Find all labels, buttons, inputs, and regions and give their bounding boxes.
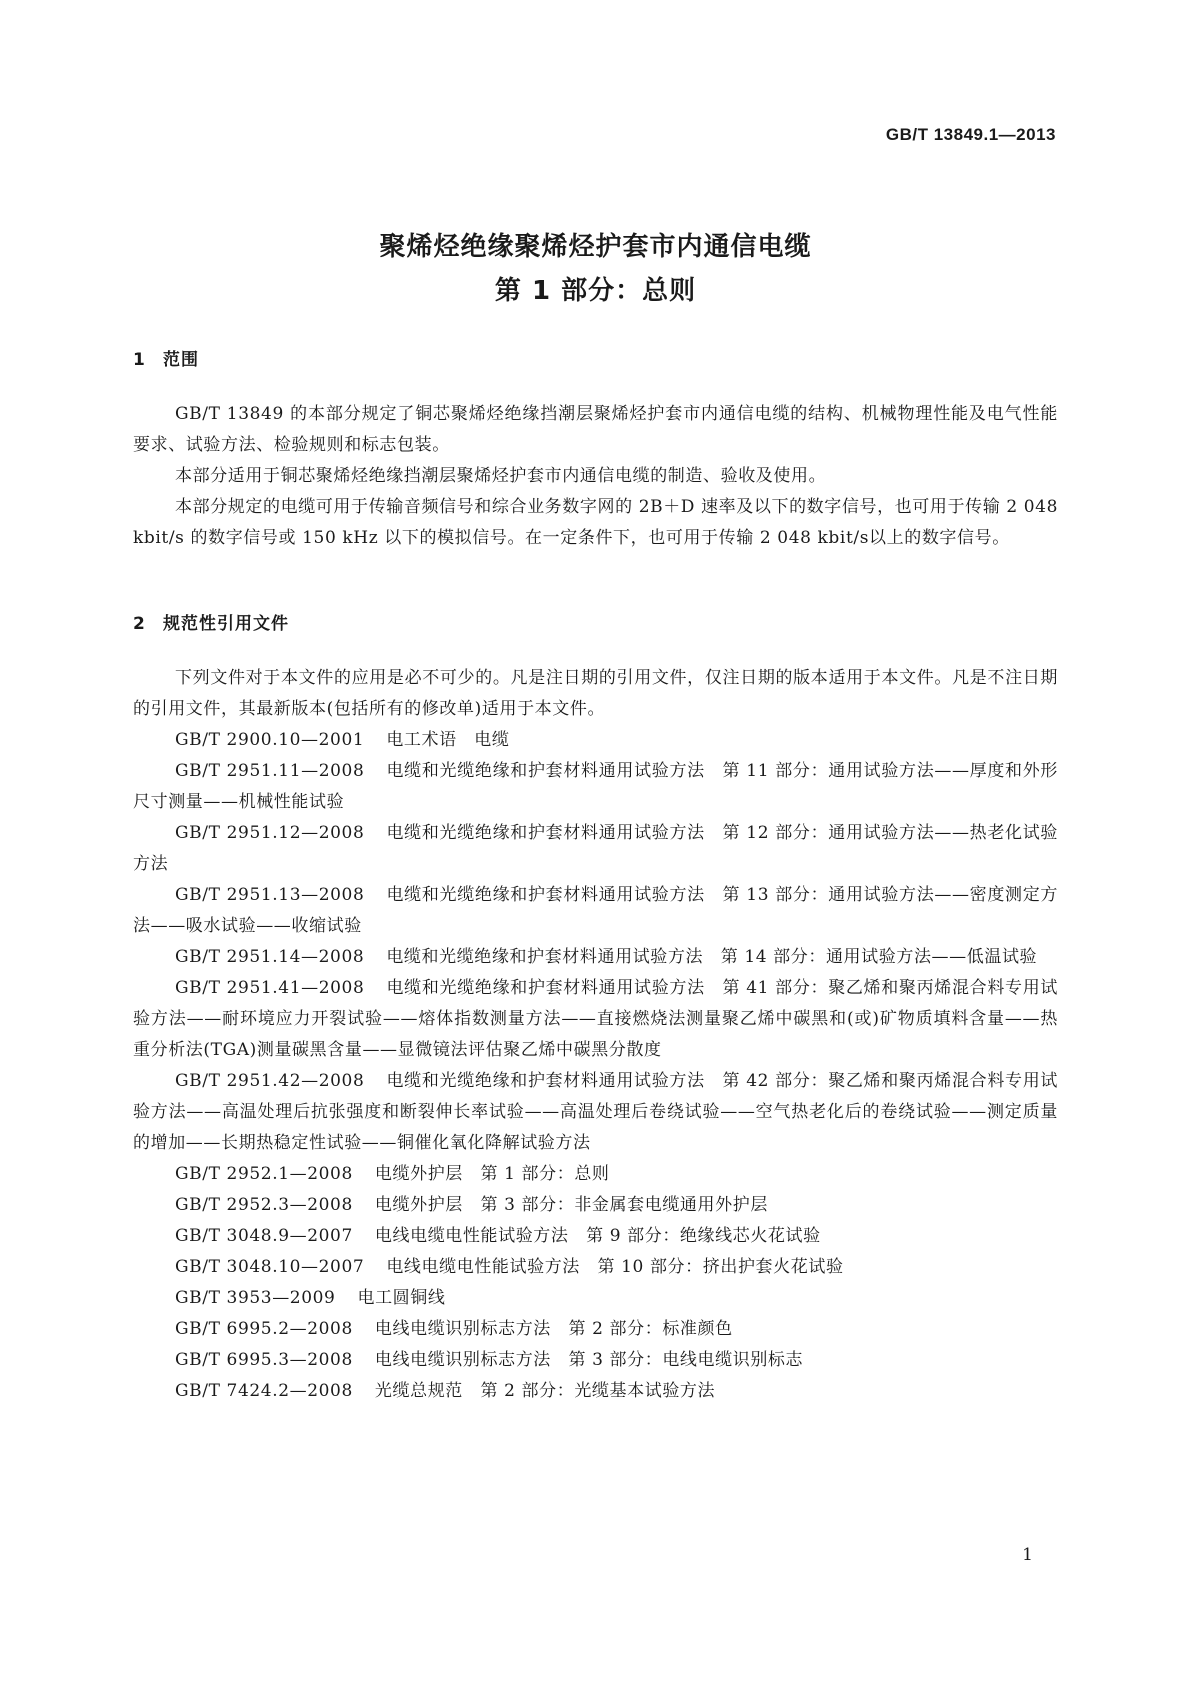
section-1-heading — [133, 345, 199, 370]
section-1-body — [133, 399, 1058, 554]
page-number: 1 — [1022, 1545, 1033, 1565]
reference-title: 电工术语 电缆 — [386, 730, 510, 750]
reference-item — [133, 942, 1058, 973]
title-line-1: 聚烯烃绝缘聚烯烃护套市内通信电缆 — [379, 232, 812, 262]
section-2-title: 规范性引用文件 — [163, 614, 289, 634]
reference-code: GB/T 3048.10—2007 — [175, 1257, 365, 1277]
reference-code: GB/T 3953—2009 — [175, 1288, 336, 1308]
reference-title: 电线电缆电性能试验方法 第 9 部分：绝缘线芯火花试验 — [374, 1226, 821, 1246]
reference-item — [133, 1283, 1058, 1314]
paragraph: 本部分规定的电缆可用于传输音频信号和综合业务数字网的 2B＋D 速率及以下的数字信号，也可用于传输 2 048 kbit/s 的数字信号或 150 kHz 以下的模拟信号。在一定条件下，也可用于传输 2 048 kbit/s以上的数字信号。 — [133, 497, 1058, 548]
section-1-title: 范围 — [163, 350, 199, 370]
paragraph: 本部分适用于铜芯聚烯烃绝缘挡潮层聚烯烃护套市内通信电缆的制造、验收及使用。 — [175, 466, 827, 486]
section-2-body — [133, 663, 1058, 1407]
reference-code: GB/T 2900.10—2001 — [175, 730, 365, 750]
reference-title: 电缆和光缆绝缘和护套材料通用试验方法 第 13 部分：通用试验方法——密度测定方法——吸水试验——收缩试验 — [133, 885, 1059, 936]
paragraph: 下列文件对于本文件的应用是必不可少的。凡是注日期的引用文件，仅注日期的版本适用于本文件。凡是不注日期的引用文件，其最新版本(包括所有的修改单)适用于本文件。 — [133, 668, 1058, 719]
reference-title: 电缆和光缆绝缘和护套材料通用试验方法 第 42 部分：聚乙烯和聚丙烯混合料专用试验方法——高温处理后抗张强度和断裂伸长率试验——高温处理后卷绕试验——空气热老化后的卷绕试验——测定质量的增加——长期热稳定性试验——铜催化氧化降解试验方法 — [133, 1071, 1058, 1153]
reference-item — [133, 880, 1058, 942]
section-2-number: 2 — [133, 614, 146, 634]
reference-item — [133, 1314, 1058, 1345]
reference-title: 电缆和光缆绝缘和护套材料通用试验方法 第 12 部分：通用试验方法——热老化试验方法 — [133, 823, 1059, 874]
reference-code: GB/T 2951.14—2008 — [175, 947, 365, 967]
reference-title: 电线电缆识别标志方法 第 3 部分：电线电缆识别标志 — [374, 1350, 804, 1370]
reference-title: 电缆和光缆绝缘和护套材料通用试验方法 第 11 部分：通用试验方法——厚度和外形尺寸测量——机械性能试验 — [133, 761, 1059, 812]
reference-item — [133, 818, 1058, 880]
standard-number: GB/T 13849.1—2013 — [885, 125, 1056, 144]
reference-code: GB/T 7424.2—2008 — [175, 1381, 353, 1401]
reference-code: GB/T 3048.9—2007 — [175, 1226, 353, 1246]
reference-code: GB/T 2951.12—2008 — [175, 823, 365, 843]
section-2-heading — [133, 609, 289, 634]
reference-code: GB/T 2951.13—2008 — [175, 885, 365, 905]
reference-title: 电线电缆识别标志方法 第 2 部分：标准颜色 — [374, 1319, 733, 1339]
reference-item — [133, 756, 1058, 818]
reference-item — [133, 1066, 1058, 1159]
reference-title: 电缆外护层 第 1 部分：总则 — [374, 1164, 610, 1184]
reference-title: 电缆外护层 第 3 部分：非金属套电缆通用外护层 — [374, 1195, 768, 1215]
title-line-2: 第 1 部分：总则 — [494, 276, 697, 306]
reference-title: 电线电缆电性能试验方法 第 10 部分：挤出护套火花试验 — [386, 1257, 844, 1277]
reference-code: GB/T 6995.2—2008 — [175, 1319, 353, 1339]
reference-code: GB/T 2951.41—2008 — [175, 978, 365, 998]
reference-title: 电缆和光缆绝缘和护套材料通用试验方法 第 41 部分：聚乙烯和聚丙烯混合料专用试验方法——耐环境应力开裂试验——熔体指数测量方法——直接燃烧法测量聚乙烯中碳黑和(或)矿物质填料含量——热重分析法(TGA)测量碳黑含量——显微镜法评估聚乙烯中碳黑分散度 — [133, 978, 1058, 1060]
reference-title: 光缆总规范 第 2 部分：光缆基本试验方法 — [374, 1381, 716, 1401]
reference-code: GB/T 2951.11—2008 — [175, 761, 365, 781]
reference-item — [133, 1252, 1058, 1283]
reference-list — [133, 725, 1058, 1407]
reference-item — [133, 1221, 1058, 1252]
document-title — [0, 225, 1191, 313]
reference-title: 电缆和光缆绝缘和护套材料通用试验方法 第 14 部分：通用试验方法——低温试验 — [386, 947, 1038, 967]
reference-item — [133, 1345, 1058, 1376]
section-1-number: 1 — [133, 350, 146, 370]
reference-item — [133, 1190, 1058, 1221]
reference-item — [133, 1159, 1058, 1190]
reference-code: GB/T 2952.1—2008 — [175, 1164, 353, 1184]
reference-item — [133, 725, 1058, 756]
reference-code: GB/T 6995.3—2008 — [175, 1350, 353, 1370]
reference-item — [133, 1376, 1058, 1407]
reference-code: GB/T 2952.3—2008 — [175, 1195, 353, 1215]
paragraph: GB/T 13849 的本部分规定了铜芯聚烯烃绝缘挡潮层聚烯烃护套市内通信电缆的结构、机械物理性能及电气性能要求、试验方法、检验规则和标志包装。 — [133, 404, 1058, 455]
reference-title: 电工圆铜线 — [357, 1288, 446, 1308]
reference-item — [133, 973, 1058, 1066]
reference-code: GB/T 2951.42—2008 — [175, 1071, 365, 1091]
